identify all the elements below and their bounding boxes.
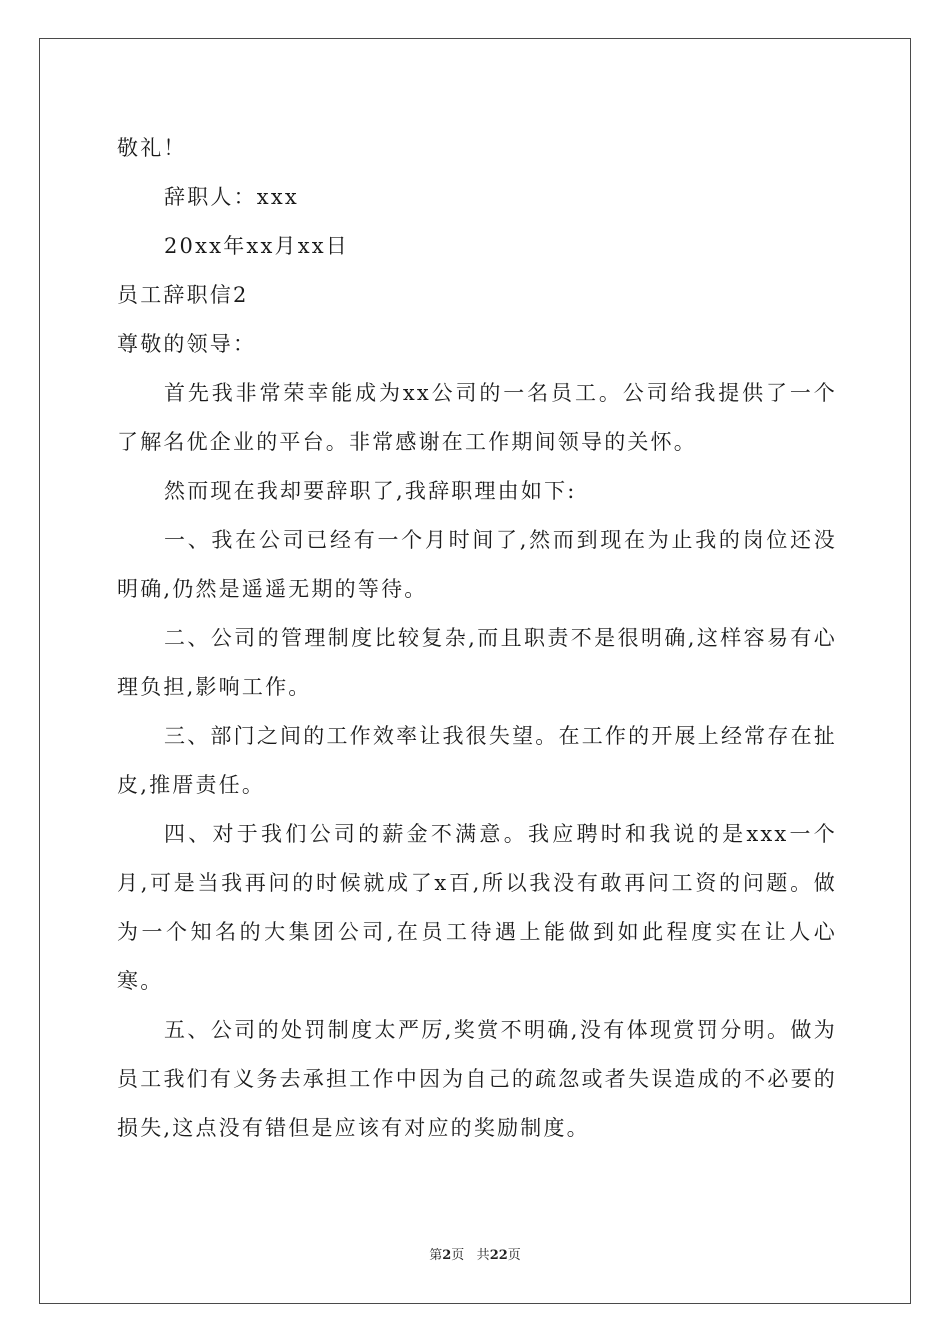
page-total: 22	[489, 1248, 508, 1263]
paragraph-reason-3: 三、部门之间的工作效率让我很失望。在工作的开展上经常存在扯皮,推厝责任。	[117, 724, 837, 797]
page-suffix: 页	[451, 1248, 465, 1263]
total-prefix: 共	[476, 1248, 490, 1263]
paragraph-reason-2: 二、公司的管理制度比较复杂,而且职责不是很明确,这样容易有心理负担,影响工作。	[117, 626, 837, 699]
paragraph-reason-1: 一、我在公司已经有一个月时间了,然而到现在为止我的岗位还没明确,仍然是遥遥无期的等待。	[117, 528, 837, 601]
closing-line: 敬礼！	[117, 136, 187, 160]
paragraph-reason-5: 五、公司的处罚制度太严厉,奖赏不明确,没有体现赏罚分明。做为员工我们有义务去承担工作中因为自己的疏忽或者失误造成的不必要的损失,这点没有错但是应该有对应的奖励制度。	[117, 1018, 837, 1140]
page-prefix: 第	[429, 1248, 443, 1263]
signature-line: 辞职人：xxx	[164, 185, 299, 209]
letter-body	[117, 124, 837, 1153]
page-current: 2	[442, 1248, 452, 1263]
paragraph-intro: 首先我非常荣幸能成为xx公司的一名员工。公司给我提供了一个了解名优企业的平台。非常感谢在工作期间领导的关怀。	[117, 381, 837, 454]
total-suffix: 页	[507, 1248, 521, 1263]
paragraph-reasons-lead: 然而现在我却要辞职了,我辞职理由如下:	[164, 479, 577, 503]
paragraph-reason-4: 四、对于我们公司的薪金不满意。我应聘时和我说的是xxx一个月,可是当我再问的时候就成了x百,所以我没有敢再问工资的问题。做为一个知名的大集团公司,在员工待遇上能做到如此程度实在让人心寒。	[117, 822, 837, 993]
date-line: 20xx年xx月xx日	[164, 234, 349, 258]
letter-heading: 员工辞职信2	[117, 283, 249, 307]
page-footer	[0, 1244, 950, 1263]
salutation: 尊敬的领导：	[117, 332, 257, 356]
